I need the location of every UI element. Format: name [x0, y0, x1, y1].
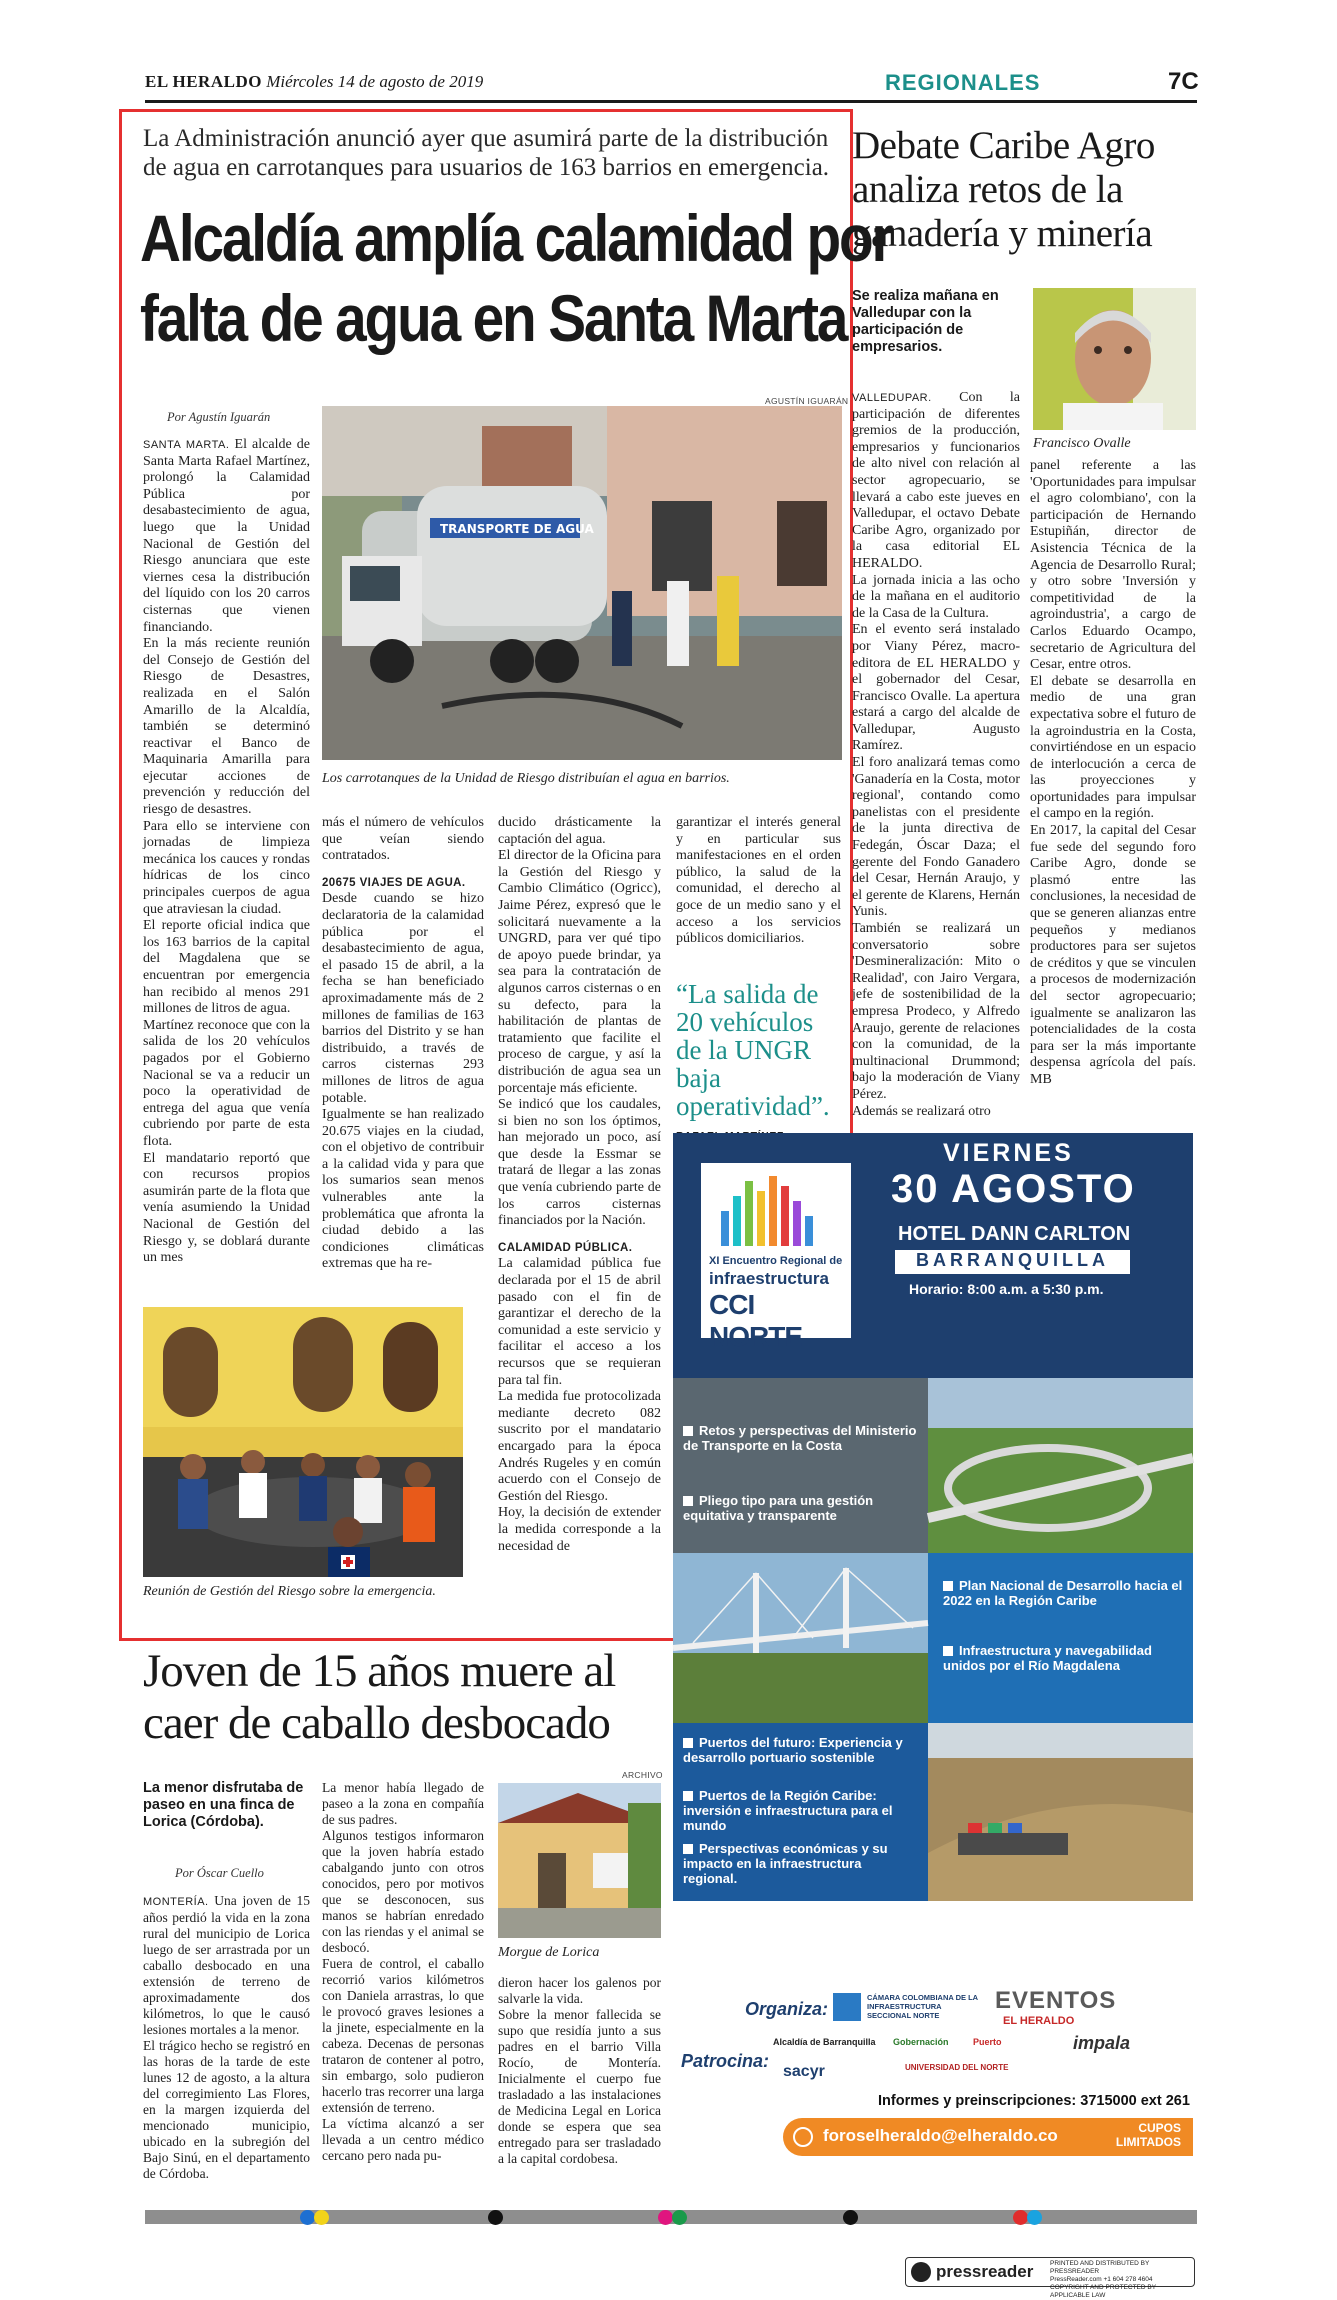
sponsor-4: impala	[1073, 2033, 1131, 2053]
ad-bullet-6: Puertos de la Región Caribe: inversión e infraestructura para el mundo	[683, 1788, 918, 1833]
lead-col1-p5: Martínez reconoce que con la salida de los 20 vehículos pagados por el Gobierno Nacional se va a reducir un poco la operatividad de entrega del agua que venía cubriendo por parte de esta flota.	[143, 1017, 310, 1149]
ad-band-3	[673, 1723, 1193, 1901]
ad-bullet-1: Retos y perspectivas del Ministerio de Transporte en la Costa	[683, 1423, 917, 1453]
lead-col3-p1: ducido drásticamente la captación del agua.	[498, 815, 661, 847]
ad-bullet-2: Pliego tipo para una gestión equitativa y transparente	[683, 1493, 918, 1523]
pressreader-line-3: COPYRIGHT AND PROTECTED BY APPLICABLE LAW	[1050, 2284, 1156, 2299]
cci-logo-text: CÁMARA COLOMBIANA DE LA INFRAESTRUCTURA SECCIONAL NORTE	[867, 1993, 978, 2020]
second-photo-credit: ARCHIVO	[622, 1770, 663, 1780]
right-col2-p2: El debate se desarrolla en medio de una gran expectativa sobre el futuro de la agroindustria en la Costa, convirtiéndose en un espacio de interlocución a cerca de las proyecciones y oportunidades para impulsar el campo en la región.	[1030, 673, 1196, 822]
truck-label: TRANSPORTE DE AGUA	[440, 522, 594, 536]
second-headline: Joven de 15 años muere al caer de caballo desbocado	[143, 1645, 616, 1749]
eventos-logo: EVENTOS	[995, 1987, 1117, 2014]
ad-band-1-panel	[673, 1378, 928, 1553]
lead-col1-p1: El alcalde de Santa Marta Rafael Martínez, prolongó la Calamidad Pública por desabastecimiento de agua, luego que la Unidad Nacional de Gestión del Riesgo anunciara que este viernes cesa la distribución del líquido con los 20 carros cisternas que vienen financiando.	[143, 437, 310, 635]
pressreader-line-2: PressReader.com +1 604 278 4604	[1050, 2276, 1153, 2283]
lead-col3-p5: La medida fue protocolizada mediante decreto 082 suscrito por el mandatario encargado para la época Andrés Rugeles y en común acuerdo con el Consejo de Gestión del Riesgo.	[498, 1389, 661, 1504]
ad-cupos: CUPOS LIMITADOS	[1115, 2121, 1181, 2149]
registration-dot-cyan	[1027, 2210, 1042, 2225]
right-col1-p1: Con la participación de diferentes gremios de la producción, empresarios y funcionarios de alto nivel con relación al sector agropecuario, se llevará a cabo este jueves en Valledupar, el octavo Debate Caribe Agro, organizado por la casa editorial EL HERALDO.	[852, 390, 1020, 571]
lead-col3-p2: El director de la Oficina para la Gestión del Riesgo y Cambio Climático (Ogricc), Jaime Pérez, expresó que le solicitará nuevamente a la UNGRD, para ver qué tipo de apoyo puede brindar, ya sea para la contratación de algunos carros cisternas o en su defecto, para la habilitación de plantas de tratamiento que facilite el proceso de cargue, y así la distribución de agua sea un porcentaje más eficiente.	[498, 848, 661, 1096]
ad-band-1	[673, 1378, 1193, 1553]
lead-column-1	[143, 437, 310, 1267]
header-rule	[145, 100, 1197, 103]
lead-col3-p3: Se indicó que los caudales, si bien no son los óptimos, han mejorado un poco, así que desde la Essmar se tratará de llegar a las zonas que venía cubriendo parte de los carros cisternas financiados por la Nación.	[498, 1097, 661, 1229]
registration-dot-blue	[300, 2210, 315, 2225]
second-deck: La menor disfrutaba de paseo en una finca de Lorica (Córdoba).	[143, 1780, 304, 1830]
pressreader-name: pressreader	[936, 2262, 1034, 2281]
lead-headline-line1: Alcaldía amplía calamidad por	[140, 201, 892, 275]
pull-quote-text: “La salida de 20 vehículos de la UNGR baja operatividad”.	[676, 979, 830, 1121]
ad-organiza-label: Organiza:	[745, 1999, 829, 2019]
lead-kicker: La Administración anunció ayer que asumirá parte de la distribución de agua en carrotanques para usuarios de 163 barrios en emergencia.	[143, 125, 830, 181]
ovalle-photo-caption: Francisco Ovalle	[1033, 436, 1131, 451]
ad-date: 30 AGOSTO	[891, 1167, 1136, 1211]
pull-quote	[676, 980, 841, 1153]
right-col1-p6: Además se realizará otro	[852, 1103, 991, 1119]
event-logo-big: CCI NORTE	[709, 1289, 802, 1352]
registration-dot-yellow	[314, 2210, 329, 2225]
registration-dot-red	[1013, 2210, 1028, 2225]
second-col2-p1: La menor había llegado de paseo a la zona en compañía de sus padres.	[322, 1780, 484, 1827]
pressreader-badge[interactable]	[905, 2257, 1195, 2299]
lead-column-2	[322, 815, 484, 1273]
sponsor-1: Alcaldía de Barranquilla	[773, 2037, 876, 2047]
right-deck: Se realiza mañana en Valledupar con la participación de empresarios.	[852, 288, 999, 355]
morgue-photo-caption: Morgue de Lorica	[498, 1945, 600, 1960]
right-headline: Debate Caribe Agro analiza retos de la ganadería y minería	[852, 124, 1155, 255]
registration-dot-magenta	[658, 2210, 673, 2225]
ad-email[interactable]: foroselheraldo@elheraldo.co	[823, 2126, 1058, 2145]
event-logo-small: XI Encuentro Regional de	[709, 1255, 843, 1267]
second-col2-p4: La víctima alcanzó a ser llevada a un centro médico cercano pero nada pu-	[322, 2116, 484, 2163]
lead-col3-p4: La calamidad pública fue declarada por el 15 de abril pasado con el fin de garantizar el derecho de la comunidad a este servicio y facilitar el acceso a los recursos que se requieran para tal fin.	[498, 1256, 661, 1388]
right-col1-p5: También se realizará un conversatorio sobre 'Desmineralización: Mito o Realidad', con Jairo Vergara, jefe de sostenibilidad de la empresa Prodeco, y Alfredo Araujo, gerente de relaciones con la comunidad, de la multinacional Drummond; bajo la moderación de Viany Pérez.	[852, 921, 1020, 1102]
page-number: 7C	[1168, 68, 1199, 95]
cci-logo-icon	[833, 1993, 861, 2021]
ad-bullet-7: Perspectivas económicas y su impacto en la infraestructura regional.	[683, 1841, 918, 1886]
second-column-2	[322, 1780, 484, 2164]
sponsor-5: sacyr	[783, 2063, 825, 2080]
lead-column-3	[498, 815, 661, 1555]
ad-email-bar[interactable]	[783, 2118, 1193, 2156]
lead-col2-p2: Desde cuando se hizo declaratoria de la calamidad pública por el desabastecimiento de agua, el pasado 15 de abril, a la fecha se han beneficiado aproximadamente más de 2 millones de familias de 163 barrios del Distrito y se han distribuido, a través de carros cisternas 293 millones de litros de agua potable.	[322, 891, 484, 1106]
ad-band-2	[673, 1553, 1193, 1723]
ovalle-photo	[1033, 288, 1196, 430]
lead-col2-subhead: 20675 VIAJES DE AGUA.	[322, 876, 466, 889]
second-column-3	[498, 1975, 661, 2167]
meeting-photo	[143, 1307, 463, 1577]
right-col1-p2: La jornada inicia a las ocho de la mañana en el auditorio de la Casa de la Cultura.	[852, 572, 1020, 621]
right-col1-p4: El foro analizará temas como 'Ganadería en la Costa, motor regional', contando como panelistas con el presidente de la junta directiva de Fedegán, Óscar Daza; el gerente del Fondo Ganadero del Cesar, Hernán Araujo, y el gerente de Klarens, Hernán Yunis.	[852, 755, 1020, 920]
at-icon	[793, 2127, 813, 2147]
lead-col1-p6: El mandatario reportó que con recursos propios asumirán parte de la flota que venía asumiendo la Unidad Nacional de Gestión del Riesgo y, se doblará durante un mes	[143, 1150, 310, 1266]
ad-bullet-3: Plan Nacional de Desarrollo hacia el 2022 en la Región Caribe	[943, 1578, 1183, 1608]
morgue-photo	[498, 1783, 661, 1938]
lead-col1-p2: En la más reciente reunión del Consejo de Gestión del Riesgo de Desastres, realizada en el Salón Amarillo de la Alcaldía, también se determinó reactivar el Banco de Maquinaria Amarilla para ejecutar acciones de prevención y reducción del riesgo de desastres.	[143, 636, 310, 818]
second-dateline: MONTERÍA.	[143, 1896, 209, 1908]
interchange-photo	[928, 1378, 1193, 1553]
ad-venue: HOTEL DANN CARLTON	[898, 1223, 1131, 1245]
second-col3-p2: Sobre la menor fallecida se supo que residía junto a sus padres en el barrio Villa Rocío, de Montería. Inicialmente el cuerpo fue trasladado a las instalaciones de Medicina Legal en Lorica donde se espera que sea entregado para ser trasladado a la capital cordobesa.	[498, 2007, 661, 2166]
ad-day: VIERNES	[943, 1139, 1074, 1167]
bridge-photo	[673, 1553, 928, 1723]
second-column-1	[143, 1893, 310, 2182]
ad-city: BARRANQUILLA	[895, 1250, 1130, 1274]
right-col2-p1: panel referente a las 'Oportunidades para impulsar el agro colombiano', con la participación de Hernando Estupiñán, director de Asistencia Técnica de la Agencia de Desarrollo Rural; y otro sobre 'Inversión y competitividad de la agroindustria', a cargo de Carlos Eduardo Ocampo, secretario de Agricultura del Cesar, entre otros.	[1030, 458, 1196, 673]
lead-byline: Por Agustín Iguarán	[167, 410, 271, 424]
port-photo	[928, 1723, 1193, 1901]
lead-col2-p3: Igualmente se han realizado 20.675 viajes en la ciudad, con el objetivo de contribuir a la calidad vida y para que los sumarios sean menos vulnerables ante la problemática que afronta la ciudad debido a las condiciones climáticas extremas que ha re-	[322, 1107, 484, 1272]
registration-dot-green	[672, 2210, 687, 2225]
ad-patrocina-label: Patrocina:	[681, 2051, 770, 2071]
registration-dot-black-2	[843, 2210, 858, 2225]
lead-col3-subhead: CALAMIDAD PÚBLICA.	[498, 1241, 633, 1254]
lead-headline-line2: falta de agua en Santa Marta	[140, 281, 847, 355]
lead-dateline: SANTA MARTA.	[143, 439, 230, 451]
second-col2-p2: Algunos testigos informaron que la joven habría estado cabalgando junto con otros conocidos, pero por motivos que se desconocen, sus manos se habrían enredado con las riendas y el animal se desbocó.	[322, 1828, 484, 1955]
issue-date: Miércoles 14 de agosto de 2019	[266, 72, 484, 91]
truck-photo-caption: Los carrotanques de la Unidad de Riesgo distribuían el agua en barrios.	[322, 771, 730, 786]
eventos-logo-sub: EL HERALDO	[1003, 2015, 1075, 2027]
second-col2-p3: Fuera de control, el caballo recorrió varios kilómetros con Daniela arrastras, lo que le provocó graves lesiones a la jinete, especialmente en la cabeza. Decenas de personas trataron de contener al potro, sin embargo, solo pudieron hacerlo tras recorrer una larga extensión de terreno.	[322, 1956, 484, 2115]
lead-col4-p1: garantizar el interés general y en particular sus manifestaciones en el orden público, la salud de la comunidad, el derecho al goce de un medio sano y el acceso a los servicios públicos domiciliarios.	[676, 815, 841, 947]
advertisement[interactable]	[673, 1133, 1193, 2193]
pressreader-logo-icon	[911, 2262, 931, 2282]
right-column-1	[852, 390, 1020, 1120]
registration-dot-black-1	[488, 2210, 503, 2225]
right-col2-p3: En 2017, la capital del Cesar fue sede del segundo foro Caribe Agro, donde se plasmó entre las conclusiones, la necesidad de que se generen alianzas entre pequeños y medianos productores para ser sujetos de créditos y que se vinculen a procesos de modernización del sector agropecuario; igualmente se analizaron las potencialidades de la costa para ser la más importante despensa agrícola del país. MB	[1030, 823, 1196, 1087]
lead-column-4	[676, 815, 841, 948]
pressreader-line-1: PRINTED AND DISTRIBUTED BY PRESSREADER	[1050, 2260, 1150, 2275]
page-header-left	[145, 72, 483, 92]
right-column-2	[1030, 458, 1196, 1089]
paper-name: EL HERALDO	[145, 72, 262, 91]
lead-col2-p1: más el número de vehículos que veían siendo contratados.	[322, 815, 484, 864]
right-dateline: VALLEDUPAR.	[852, 392, 932, 404]
lead-col1-p3: Para ello se interviene con jornadas de limpieza mecánica los cauces y rondas hídricas de los cinco principales cuerpos de agua que atraviesan la ciudad.	[143, 818, 310, 917]
ad-bullet-5: Puertos del futuro: Experiencia y desarrollo portuario sostenible	[683, 1735, 918, 1765]
second-col1-p1: Una joven de 15 años perdió la vida en la zona rural del municipio de Lorica luego de ser arrastrada por un caballo desbocado en una extensión de terreno de aproximadamente dos kilómetros, lo que le causó lesiones mortales a la menor.	[143, 1893, 311, 2037]
lead-photo-credit: AGUSTÍN IGUARÁN	[765, 396, 849, 406]
second-col1-p2: El trágico hecho se registró en las horas de la tarde de este lunes 12 de agosto, a la altura del corregimiento Las Flores, en la margen izquierda del mencionado municipio, ubicado en la subregión del Bajo Sinú, en el departamento de Córdoba.	[143, 2038, 310, 2181]
lead-col3-p6: Hoy, la decisión de extender la medida corresponde a la necesidad de	[498, 1505, 661, 1554]
meeting-photo-caption: Reunión de Gestión del Riesgo sobre la emergencia.	[143, 1584, 436, 1599]
event-logo-mid: infraestructura	[709, 1269, 829, 1288]
lead-col1-p4: El reporte oficial indica que los 163 barrios de la capital del Magdalena que se encuentran por emergencia han recibido al menos 291 millones de litros de agua.	[143, 918, 310, 1017]
second-col3-p1: dieron hacer los galenos por salvarle la vida.	[498, 1975, 661, 2006]
section-name: REGIONALES	[885, 70, 1041, 95]
event-logo	[701, 1163, 851, 1352]
sponsor-3: Puerto	[973, 2037, 1002, 2047]
pressreader-notice	[1050, 2260, 1194, 2300]
ad-bullet-4: Infraestructura y navegabilidad unidos por el Río Magdalena	[943, 1643, 1183, 1673]
ad-hours: Horario: 8:00 a.m. a 5:30 p.m.	[909, 1281, 1104, 1297]
sponsor-6: UNIVERSIDAD DEL NORTE	[905, 2063, 1009, 2072]
truck-photo	[322, 406, 842, 760]
right-col1-p3: En el evento será instalado por Viany Pérez, macro-editora de EL HERALDO y el gobernador del Cesar, Francisco Ovalle. La apertura estará a cargo del alcalde de Valledupar, Augusto Ramírez.	[852, 622, 1020, 754]
ad-info: Informes y preinscripciones: 3715000 ext 261	[878, 2093, 1190, 2109]
second-byline: Por Óscar Cuello	[175, 1866, 264, 1880]
lead-headline	[140, 198, 892, 358]
sponsor-2: Gobernación	[893, 2037, 949, 2047]
